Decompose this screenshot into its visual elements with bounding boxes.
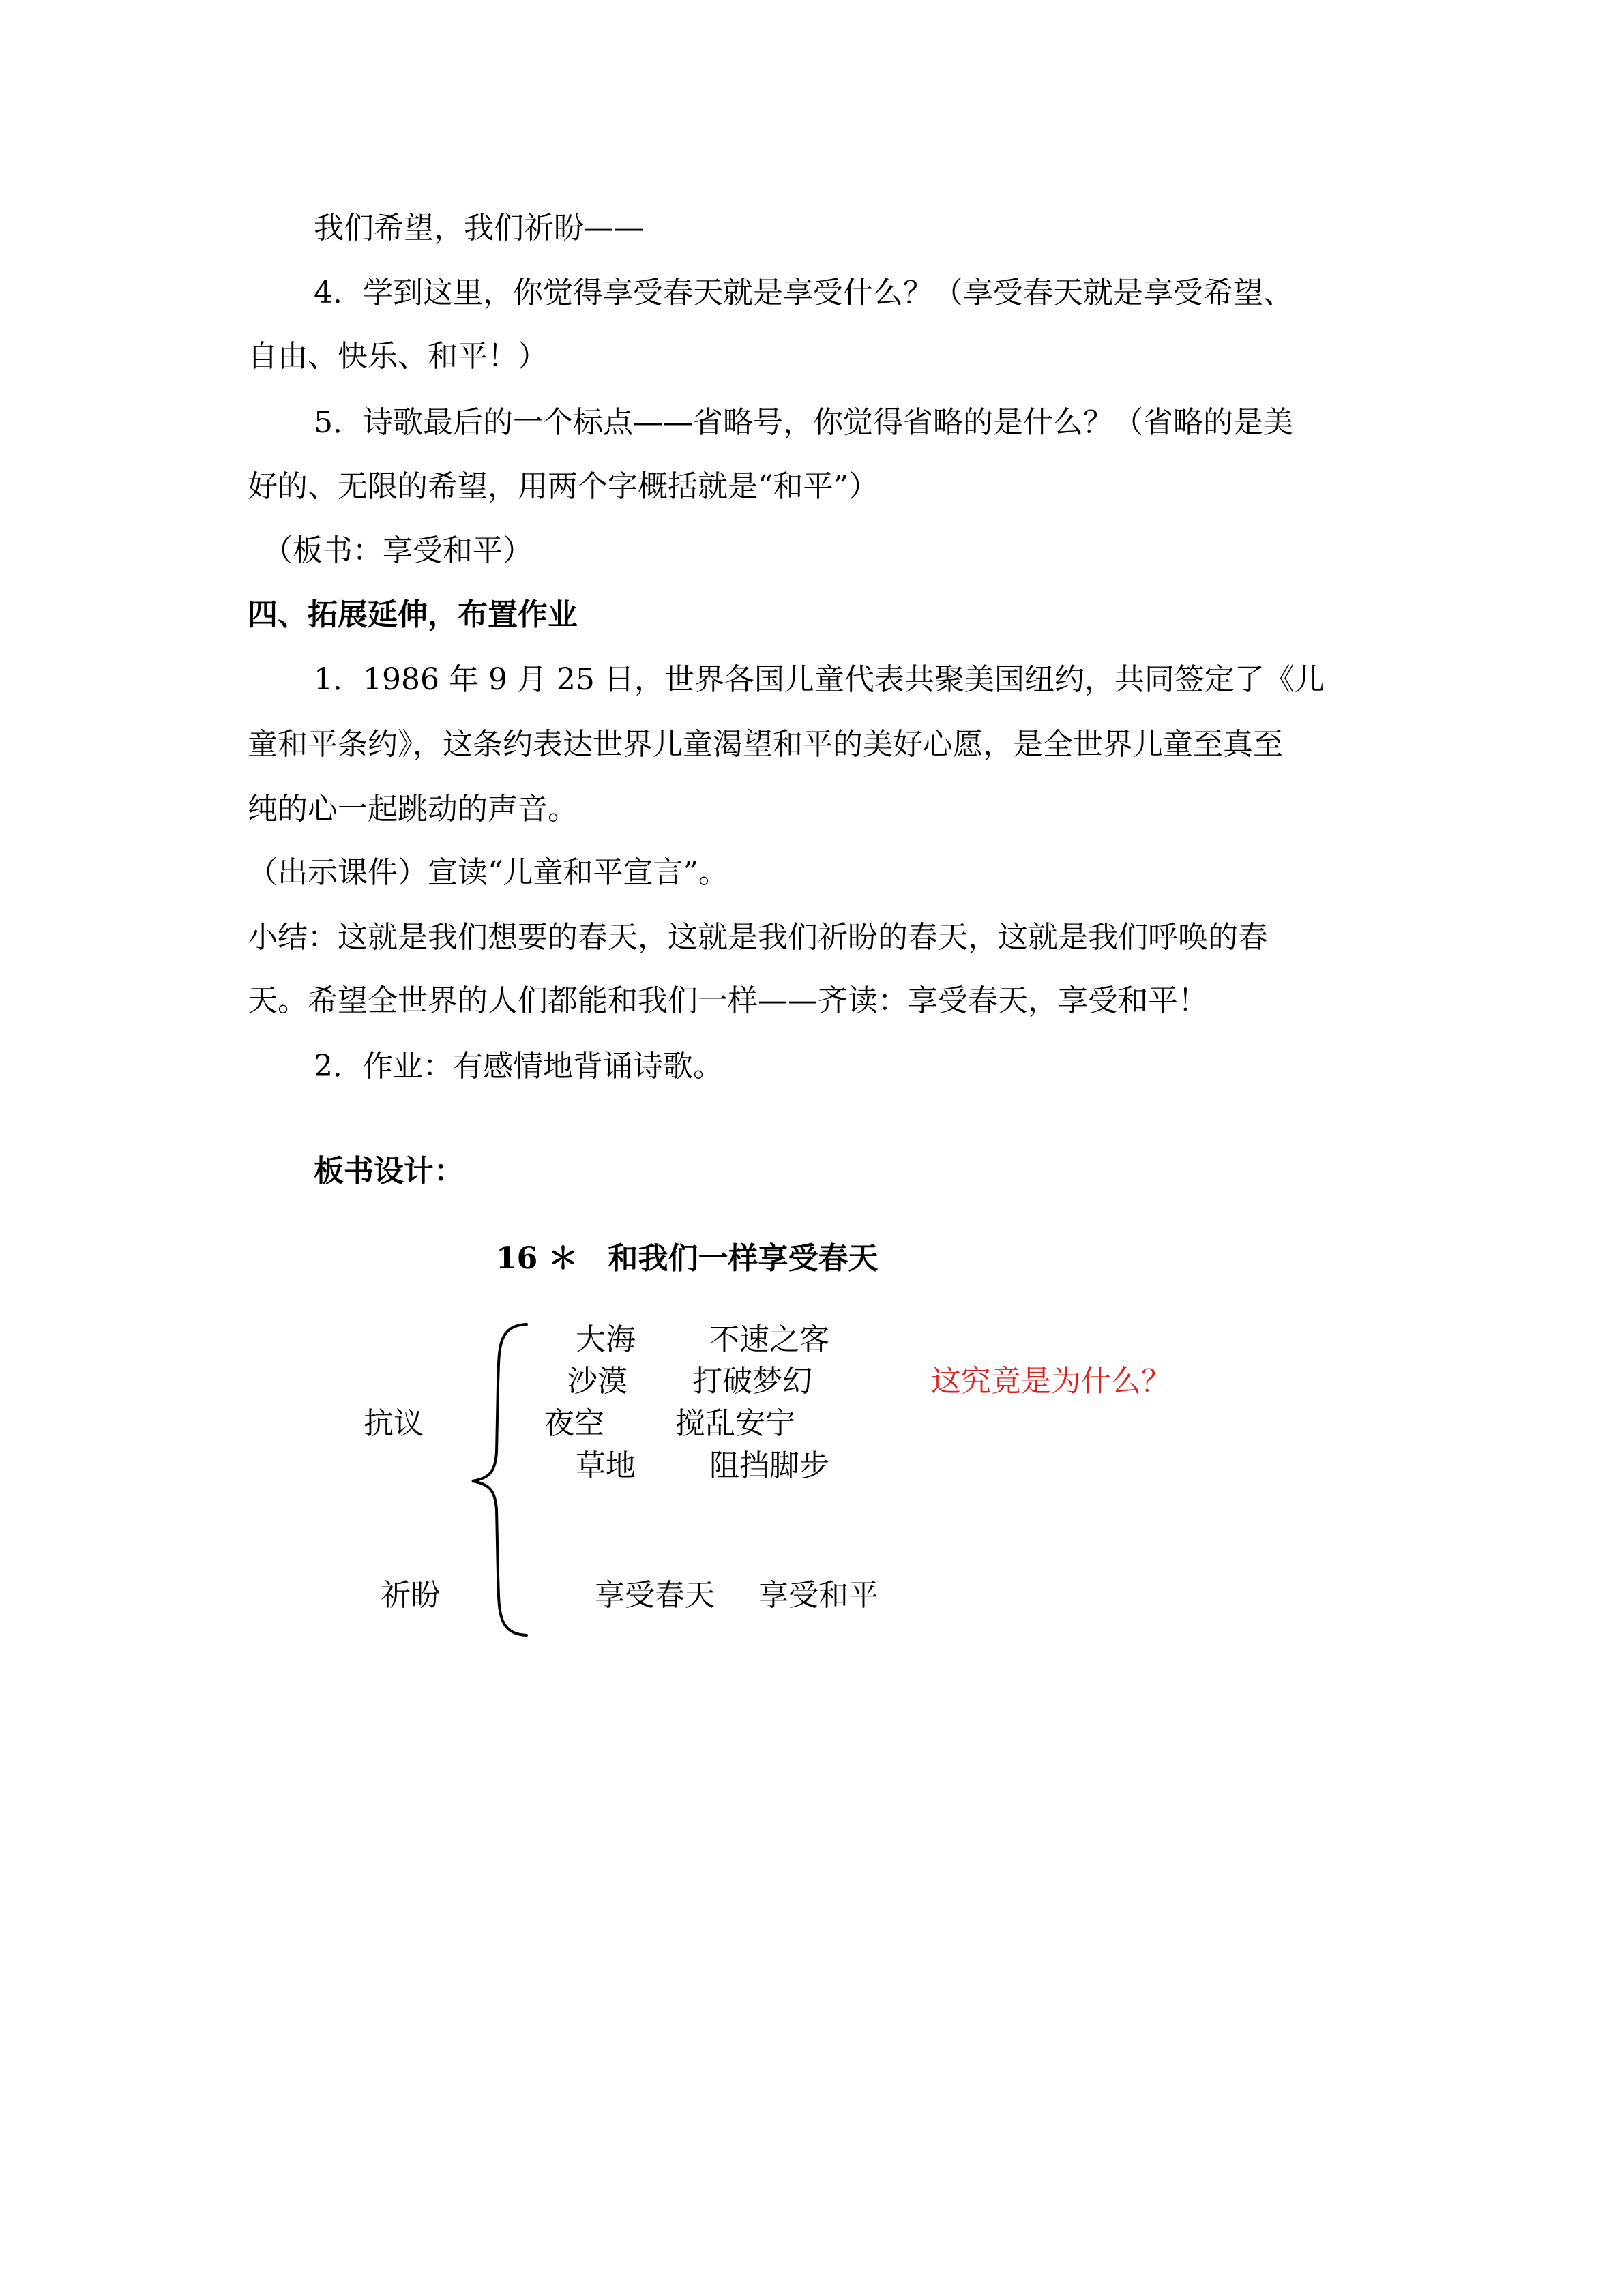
board-row-item: 大海	[576, 1322, 636, 1357]
board-row-item: 搅乱安宁	[675, 1406, 795, 1441]
paragraph-line: 5．诗歌最后的一个标点——省略号，你觉得省略的是什么？（省略的是美	[314, 405, 1293, 440]
paragraph-line: （出示课件）宣读“儿童和平宣言”。	[248, 855, 728, 890]
section-heading: 四、拓展延伸，布置作业	[248, 597, 578, 632]
board-label-prayer: 祈盼	[381, 1578, 441, 1613]
paragraph-line: 童和平条约》，这条约表达世界儿童渴望和平的美好心愿，是全世界儿童至真至	[248, 727, 1283, 762]
curly-brace	[471, 1316, 580, 1643]
board-row-item: 夜空	[544, 1406, 604, 1441]
board-bottom-item: 享受春天	[595, 1578, 715, 1613]
paragraph-line: 1．1986 年 9 月 25 日，世界各国儿童代表共聚美国纽约，共同签定了《儿	[314, 662, 1325, 697]
board-title: 16 ＊ 和我们一样享受春天	[496, 1241, 879, 1276]
board-label-protest: 抗议	[364, 1406, 424, 1441]
board-row-item: 阻挡脚步	[709, 1448, 829, 1483]
board-bottom-item: 享受和平	[758, 1578, 879, 1613]
paragraph-line: 自由、快乐、和平！）	[248, 339, 548, 374]
board-row-item: 打破梦幻	[692, 1364, 812, 1399]
paragraph-line: （板书：享受和平）	[263, 533, 533, 568]
board-row-item: 不速之客	[709, 1322, 829, 1357]
paragraph-line: 我们希望，我们祈盼——	[314, 211, 644, 245]
board-design-heading: 板书设计：	[314, 1154, 464, 1189]
paragraph-line: 好的、无限的希望，用两个字概括就是“和平”）	[248, 469, 879, 504]
board-row-item: 沙漠	[567, 1364, 628, 1399]
paragraph-line: 2．作业：有感情地背诵诗歌。	[314, 1049, 723, 1084]
paragraph-line: 天。希望全世界的人们都能和我们一样——齐读：享受春天，享受和平！	[248, 983, 1208, 1018]
paragraph-line: 4．学到这里，你觉得享受春天就是享受什么？（享受春天就是享受希望、	[314, 275, 1293, 310]
board-question: 这究竟是为什么？	[931, 1364, 1171, 1399]
paragraph-line: 小结：这就是我们想要的春天，这就是我们祈盼的春天，这就是我们呼唤的春	[248, 920, 1268, 955]
paragraph-line: 纯的心一起跳动的声音。	[248, 792, 578, 826]
board-row-item: 草地	[576, 1448, 636, 1483]
